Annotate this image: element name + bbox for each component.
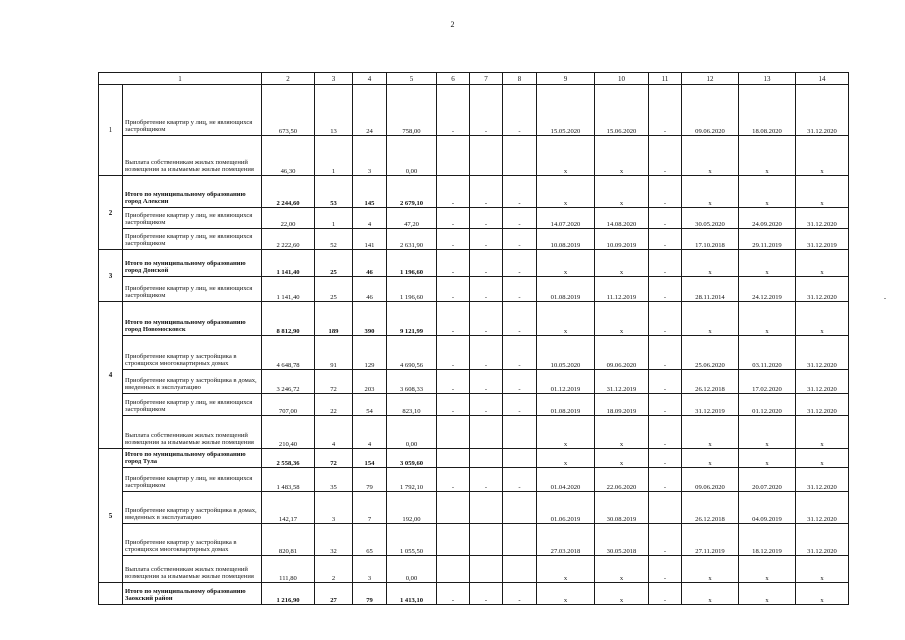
value-cell: 154 — [353, 449, 387, 468]
description-cell: Итого по муниципальному образованию Заокский район — [123, 583, 262, 605]
value-cell: 24 — [353, 85, 387, 136]
value-cell: x — [739, 556, 796, 583]
value-cell: 31.12.2019 — [682, 394, 739, 416]
value-cell: 210,40 — [262, 416, 315, 449]
value-cell — [503, 524, 537, 556]
value-cell: x — [595, 449, 649, 468]
value-cell: 46 — [353, 250, 387, 277]
value-cell: - — [470, 468, 503, 492]
value-cell: x — [796, 449, 849, 468]
value-cell: 53 — [315, 176, 353, 208]
value-cell: 2 558,36 — [262, 449, 315, 468]
value-cell: 27.03.2018 — [537, 524, 595, 556]
description-cell: Выплата собственникам жилых помещений возмещения за изымаемые жилые помещения — [123, 556, 262, 583]
value-cell: x — [595, 583, 649, 605]
table-row — [99, 277, 849, 302]
value-cell: 25.06.2020 — [682, 336, 739, 370]
value-cell: x — [682, 302, 739, 336]
value-cell: 72 — [315, 370, 353, 394]
header-cell: 2 — [262, 73, 315, 85]
value-cell: 2 222,60 — [262, 229, 315, 250]
value-cell: 09.06.2020 — [682, 468, 739, 492]
value-cell: 17.10.2018 — [682, 229, 739, 250]
value-cell: 18.08.2020 — [739, 85, 796, 136]
value-cell: - — [649, 85, 682, 136]
value-cell: 01.08.2019 — [537, 394, 595, 416]
value-cell: - — [470, 85, 503, 136]
value-cell: x — [595, 136, 649, 176]
value-cell — [649, 492, 682, 524]
description-cell: Приобретение квартир у застройщика в домах, введенных в эксплуатацию — [123, 370, 262, 394]
row-number-cell: 2 — [99, 176, 123, 250]
value-cell: - — [470, 229, 503, 250]
value-cell: - — [437, 468, 470, 492]
value-cell: x — [595, 556, 649, 583]
value-cell: 673,50 — [262, 85, 315, 136]
value-cell: 13 — [315, 85, 353, 136]
value-cell: 3 608,33 — [387, 370, 437, 394]
description-cell: Приобретение квартир у лиц, не являющихся застройщиком — [123, 208, 262, 229]
header-cell: 9 — [537, 73, 595, 85]
value-cell: - — [437, 208, 470, 229]
value-cell: 10.08.2019 — [537, 229, 595, 250]
value-cell: 29.11.2019 — [739, 229, 796, 250]
value-cell: - — [503, 370, 537, 394]
value-cell: 823,10 — [387, 394, 437, 416]
value-cell: 10.05.2020 — [537, 336, 595, 370]
value-cell: - — [649, 302, 682, 336]
value-cell — [470, 524, 503, 556]
value-cell: 17.02.2020 — [739, 370, 796, 394]
value-cell: 1 141,40 — [262, 277, 315, 302]
value-cell: 03.11.2020 — [739, 336, 796, 370]
value-cell: - — [503, 302, 537, 336]
row-number-cell: 1 — [99, 85, 123, 176]
value-cell: x — [796, 136, 849, 176]
value-cell: x — [537, 556, 595, 583]
value-cell: 31.12.2020 — [796, 492, 849, 524]
description-cell: Выплата собственникам жилых помещений возмещения за изымаемые жилые помещения — [123, 136, 262, 176]
value-cell: - — [649, 556, 682, 583]
value-cell: 14.08.2020 — [595, 208, 649, 229]
value-cell: 192,00 — [387, 492, 437, 524]
value-cell: - — [437, 176, 470, 208]
value-cell — [503, 556, 537, 583]
value-cell: - — [503, 229, 537, 250]
value-cell: 01.06.2019 — [537, 492, 595, 524]
value-cell: - — [649, 336, 682, 370]
value-cell: 111,80 — [262, 556, 315, 583]
value-cell: 142,17 — [262, 492, 315, 524]
header-cell: 12 — [682, 73, 739, 85]
value-cell: 54 — [353, 394, 387, 416]
value-cell — [470, 556, 503, 583]
value-cell: - — [503, 250, 537, 277]
value-cell: 1 483,58 — [262, 468, 315, 492]
value-cell: x — [682, 136, 739, 176]
value-cell: x — [537, 250, 595, 277]
value-cell: x — [796, 176, 849, 208]
value-cell: - — [649, 208, 682, 229]
value-cell: 26.12.2018 — [682, 370, 739, 394]
value-cell: - — [470, 370, 503, 394]
value-cell: - — [470, 302, 503, 336]
value-cell: 145 — [353, 176, 387, 208]
value-cell: 4 — [353, 208, 387, 229]
value-cell: 31.12.2020 — [796, 370, 849, 394]
value-cell: 65 — [353, 524, 387, 556]
value-cell: x — [739, 416, 796, 449]
value-cell: 3 — [315, 492, 353, 524]
value-cell: x — [595, 250, 649, 277]
value-cell: - — [437, 583, 470, 605]
value-cell — [437, 492, 470, 524]
value-cell: - — [503, 468, 537, 492]
value-cell: 1 055,50 — [387, 524, 437, 556]
description-cell: Приобретение квартир у лиц, не являющихся застройщиком — [123, 85, 262, 136]
table-row — [99, 394, 849, 416]
value-cell: - — [649, 176, 682, 208]
value-cell: - — [503, 394, 537, 416]
value-cell: x — [537, 416, 595, 449]
value-cell: 0,00 — [387, 136, 437, 176]
table-row — [99, 524, 849, 556]
value-cell — [470, 449, 503, 468]
value-cell: x — [595, 176, 649, 208]
value-cell: 31.12.2019 — [796, 229, 849, 250]
value-cell: - — [649, 416, 682, 449]
value-cell: 09.06.2020 — [682, 85, 739, 136]
row-number-cell: 3 — [99, 250, 123, 302]
value-cell: - — [437, 250, 470, 277]
table-row — [99, 468, 849, 492]
value-cell: 01.04.2020 — [537, 468, 595, 492]
table-row — [99, 416, 849, 449]
value-cell: - — [437, 229, 470, 250]
value-cell: 2 — [315, 556, 353, 583]
value-cell: 0,00 — [387, 556, 437, 583]
value-cell: 30.08.2019 — [595, 492, 649, 524]
value-cell: 26.12.2018 — [682, 492, 739, 524]
description-cell: Итого по муниципальному образованию город Алексин — [123, 176, 262, 208]
row-number-cell: 5 — [99, 449, 123, 583]
value-cell: - — [437, 302, 470, 336]
value-cell: x — [739, 449, 796, 468]
value-cell: 820,81 — [262, 524, 315, 556]
table-row — [99, 336, 849, 370]
value-cell: 1 141,40 — [262, 250, 315, 277]
value-cell: 32 — [315, 524, 353, 556]
value-cell: 30.05.2020 — [682, 208, 739, 229]
value-cell: 707,00 — [262, 394, 315, 416]
value-cell: - — [470, 208, 503, 229]
table-row — [99, 85, 849, 136]
value-cell: x — [537, 449, 595, 468]
value-cell: 31.12.2020 — [796, 85, 849, 136]
value-cell: x — [796, 250, 849, 277]
value-cell: 3 059,60 — [387, 449, 437, 468]
table-row — [99, 136, 849, 176]
value-cell: 141 — [353, 229, 387, 250]
header-cell: 13 — [739, 73, 796, 85]
value-cell: 31.12.2020 — [796, 524, 849, 556]
value-cell: x — [796, 556, 849, 583]
value-cell: 31.12.2020 — [796, 277, 849, 302]
value-cell: 24.12.2019 — [739, 277, 796, 302]
value-cell: 35 — [315, 468, 353, 492]
value-cell: 01.12.2019 — [537, 370, 595, 394]
table-body — [99, 73, 849, 605]
value-cell: - — [649, 583, 682, 605]
value-cell: - — [649, 394, 682, 416]
value-cell: 14.07.2020 — [537, 208, 595, 229]
value-cell: 25 — [315, 277, 353, 302]
value-cell: 758,00 — [387, 85, 437, 136]
value-cell: - — [470, 277, 503, 302]
value-cell: 31.12.2020 — [796, 468, 849, 492]
value-cell: 7 — [353, 492, 387, 524]
value-cell: 2 679,10 — [387, 176, 437, 208]
value-cell — [437, 136, 470, 176]
value-cell: x — [739, 250, 796, 277]
description-cell: Приобретение квартир у лиц, не являющихся застройщиком — [123, 394, 262, 416]
table-total-row — [99, 302, 849, 336]
value-cell: x — [682, 556, 739, 583]
value-cell: 4 — [353, 416, 387, 449]
value-cell: 15.06.2020 — [595, 85, 649, 136]
header-cell: 7 — [470, 73, 503, 85]
value-cell: - — [437, 336, 470, 370]
header-cell: 5 — [387, 73, 437, 85]
value-cell: 28.11.2014 — [682, 277, 739, 302]
value-cell: x — [682, 250, 739, 277]
description-cell: Выплата собственникам жилых помещений возмещения за изымаемые жилые помещения — [123, 416, 262, 449]
value-cell: 203 — [353, 370, 387, 394]
description-cell: Приобретение квартир у застройщика в строящихся многоквартирных домах — [123, 524, 262, 556]
value-cell: 46,30 — [262, 136, 315, 176]
value-cell: x — [739, 176, 796, 208]
header-cell: 4 — [353, 73, 387, 85]
value-cell: 31.12.2020 — [796, 394, 849, 416]
value-cell: 1 413,10 — [387, 583, 437, 605]
value-cell: 1 — [315, 136, 353, 176]
value-cell: 390 — [353, 302, 387, 336]
value-cell: - — [503, 85, 537, 136]
value-cell: 79 — [353, 468, 387, 492]
value-cell: 1 196,60 — [387, 250, 437, 277]
value-cell: 27.11.2019 — [682, 524, 739, 556]
value-cell: 9 121,99 — [387, 302, 437, 336]
value-cell: 0,00 — [387, 416, 437, 449]
value-cell: - — [649, 136, 682, 176]
value-cell: x — [595, 416, 649, 449]
value-cell: 27 — [315, 583, 353, 605]
description-cell: Итого по муниципальному образованию город Новомосковск — [123, 302, 262, 336]
table-total-row — [99, 449, 849, 468]
value-cell — [470, 136, 503, 176]
value-cell: - — [470, 176, 503, 208]
value-cell — [503, 449, 537, 468]
value-cell: 11.12.2019 — [595, 277, 649, 302]
value-cell: x — [796, 416, 849, 449]
value-cell: x — [537, 302, 595, 336]
value-cell: - — [437, 277, 470, 302]
value-cell: x — [537, 136, 595, 176]
value-cell: 01.12.2020 — [739, 394, 796, 416]
value-cell: 79 — [353, 583, 387, 605]
value-cell: 2 244,60 — [262, 176, 315, 208]
header-cell: 6 — [437, 73, 470, 85]
value-cell: 01.08.2019 — [537, 277, 595, 302]
value-cell: 189 — [315, 302, 353, 336]
value-cell: - — [649, 229, 682, 250]
value-cell: 47,20 — [387, 208, 437, 229]
value-cell: x — [739, 583, 796, 605]
value-cell: - — [649, 250, 682, 277]
value-cell: - — [649, 524, 682, 556]
value-cell: - — [649, 370, 682, 394]
value-cell: 04.09.2019 — [739, 492, 796, 524]
value-cell — [437, 524, 470, 556]
value-cell: - — [503, 176, 537, 208]
description-cell: Приобретение квартир у застройщика в домах, введенных в эксплуатацию — [123, 492, 262, 524]
housing-program-table — [98, 72, 849, 605]
value-cell: x — [537, 583, 595, 605]
value-cell: 1 196,60 — [387, 277, 437, 302]
value-cell — [437, 416, 470, 449]
description-cell: Приобретение квартир у лиц, не являющихся застройщиком — [123, 229, 262, 250]
value-cell: - — [503, 208, 537, 229]
value-cell: x — [796, 302, 849, 336]
value-cell: 8 812,90 — [262, 302, 315, 336]
value-cell: 22.06.2020 — [595, 468, 649, 492]
value-cell: 15.05.2020 — [537, 85, 595, 136]
value-cell: 3 — [353, 556, 387, 583]
header-cell: 10 — [595, 73, 649, 85]
value-cell: 52 — [315, 229, 353, 250]
table-row — [99, 229, 849, 250]
row-number-cell — [99, 583, 123, 605]
value-cell: 25 — [315, 250, 353, 277]
value-cell — [503, 492, 537, 524]
value-cell: - — [470, 250, 503, 277]
header-cell: 3 — [315, 73, 353, 85]
table-row — [99, 370, 849, 394]
value-cell: - — [503, 336, 537, 370]
value-cell — [437, 556, 470, 583]
value-cell: x — [595, 302, 649, 336]
description-cell: Приобретение квартир у лиц, не являющихся застройщиком — [123, 277, 262, 302]
description-cell: Итого по муниципальному образованию город Донской — [123, 250, 262, 277]
value-cell: - — [649, 449, 682, 468]
value-cell: 72 — [315, 449, 353, 468]
value-cell: 18.12.2019 — [739, 524, 796, 556]
value-cell: - — [470, 394, 503, 416]
description-cell: Приобретение квартир у застройщика в строящихся многоквартирных домах — [123, 336, 262, 370]
table-total-row — [99, 250, 849, 277]
page-number: 2 — [450, 20, 455, 29]
value-cell: - — [437, 394, 470, 416]
table-row — [99, 556, 849, 583]
header-row — [99, 73, 849, 85]
value-cell: x — [682, 449, 739, 468]
value-cell: 91 — [315, 336, 353, 370]
value-cell: 46 — [353, 277, 387, 302]
value-cell: 22,00 — [262, 208, 315, 229]
value-cell: 3 246,72 — [262, 370, 315, 394]
table-total-row — [99, 583, 849, 605]
row-number-cell: 4 — [99, 302, 123, 449]
description-cell: Приобретение квартир у лиц, не являющихся застройщиком — [123, 468, 262, 492]
value-cell: 4 648,78 — [262, 336, 315, 370]
value-cell: - — [470, 583, 503, 605]
value-cell: - — [437, 370, 470, 394]
value-cell: 1 216,90 — [262, 583, 315, 605]
table-row — [99, 492, 849, 524]
value-cell: 3 — [353, 136, 387, 176]
value-cell: x — [682, 416, 739, 449]
value-cell — [503, 416, 537, 449]
value-cell — [470, 416, 503, 449]
value-cell: 1 — [315, 208, 353, 229]
value-cell: x — [739, 302, 796, 336]
value-cell: 31.12.2020 — [796, 336, 849, 370]
header-cell: 8 — [503, 73, 537, 85]
value-cell: 129 — [353, 336, 387, 370]
value-cell: 4 — [315, 416, 353, 449]
table-total-row — [99, 176, 849, 208]
value-cell: x — [537, 176, 595, 208]
value-cell: x — [682, 583, 739, 605]
value-cell: - — [503, 277, 537, 302]
header-cell: 11 — [649, 73, 682, 85]
value-cell: - — [649, 468, 682, 492]
value-cell: 4 690,56 — [387, 336, 437, 370]
value-cell — [503, 136, 537, 176]
scan-speck — [884, 298, 886, 299]
table-row — [99, 208, 849, 229]
value-cell: 18.09.2019 — [595, 394, 649, 416]
value-cell: 24.09.2020 — [739, 208, 796, 229]
value-cell: x — [682, 176, 739, 208]
header-cell: 1 — [99, 73, 262, 85]
header-cell: 14 — [796, 73, 849, 85]
value-cell: 30.05.2018 — [595, 524, 649, 556]
value-cell: 09.06.2020 — [595, 336, 649, 370]
value-cell: 10.09.2019 — [595, 229, 649, 250]
value-cell: 1 792,10 — [387, 468, 437, 492]
value-cell: x — [739, 136, 796, 176]
value-cell: - — [470, 336, 503, 370]
value-cell: 31.12.2020 — [796, 208, 849, 229]
value-cell: 22 — [315, 394, 353, 416]
description-cell: Итого по муниципальному образованию город Тула — [123, 449, 262, 468]
value-cell: 2 631,90 — [387, 229, 437, 250]
value-cell: 20.07.2020 — [739, 468, 796, 492]
value-cell: 31.12.2019 — [595, 370, 649, 394]
value-cell — [437, 449, 470, 468]
value-cell: - — [437, 85, 470, 136]
value-cell: - — [649, 277, 682, 302]
value-cell: - — [503, 583, 537, 605]
value-cell — [470, 492, 503, 524]
value-cell: x — [796, 583, 849, 605]
